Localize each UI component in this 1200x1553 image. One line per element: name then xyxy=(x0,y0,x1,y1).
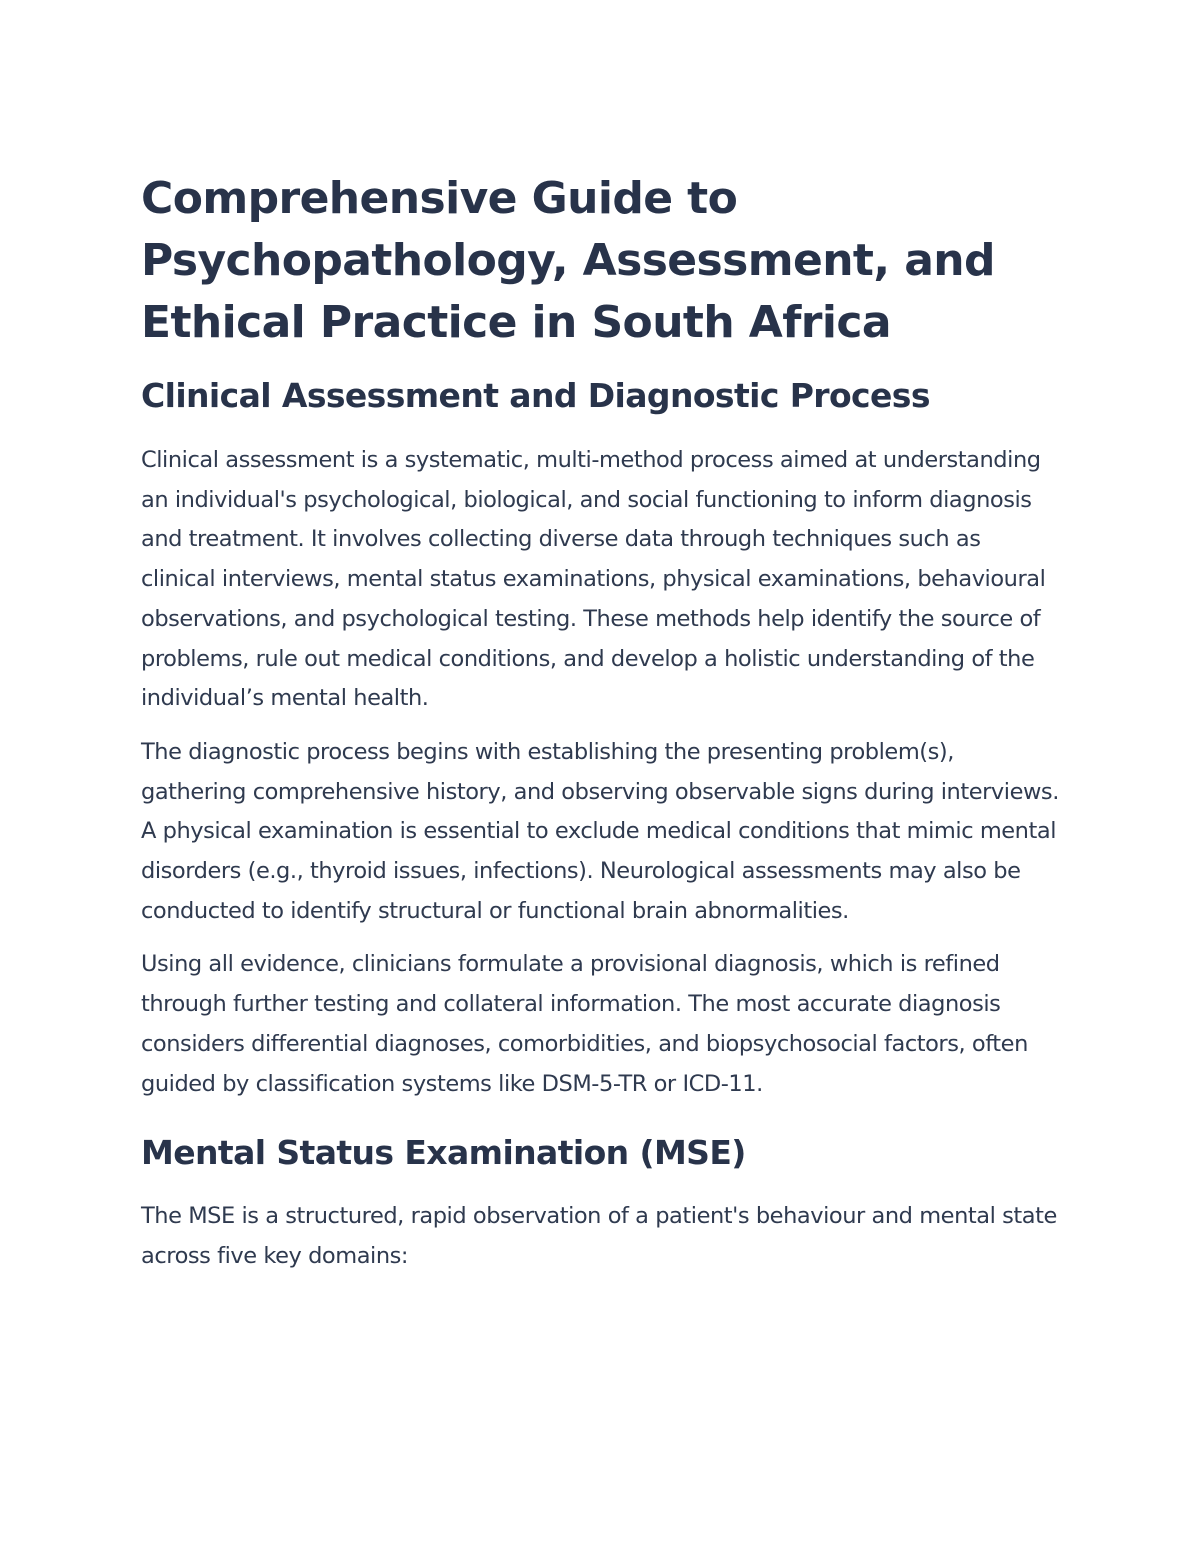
section-heading: Clinical Assessment and Diagnostic Process xyxy=(141,376,930,415)
section-clinical-assessment xyxy=(141,374,1061,1104)
document-page xyxy=(141,168,1061,1291)
paragraph: The diagnostic process begins with establishing the presenting problem(s), gathering comprehensive history, and observing observable signs during interviews. A physical examination is essential to exclude medical conditions that mimic mental disorders (e.g., thyroid issues, infections). Neurological assessments may also be conducted to identify structural or functional brain abnormalities. xyxy=(141,738,1059,924)
section-heading: Mental Status Examination (MSE) xyxy=(141,1133,746,1173)
paragraph: Clinical assessment is a systematic, multi-method process aimed at understanding an individual's psychological, biological, and social functioning to inform diagnosis and treatment. It involves collecting diverse data through techniques such as clinical interviews, mental status examinations, physical examinations, behavioural observations, and psychological testing. These methods help identify the source of problems, rule out medical conditions, and develop a holistic understanding of the individual’s mental health. xyxy=(141,447,1046,712)
paragraph: The MSE is a structured, rapid observation of a patient's behaviour and mental state across five key domains: xyxy=(141,1203,1057,1269)
document-title: Comprehensive Guide to Psychopathology, Assessment, and Ethical Practice in South Africa xyxy=(141,173,995,348)
section-mental-status-examination xyxy=(141,1131,1061,1276)
paragraph: Using all evidence, clinicians formulate a provisional diagnosis, which is refined through further testing and collateral information. The most accurate diagnosis considers differential diagnoses, comorbidities, and biopsychosocial factors, often guided by classification systems like DSM-5-TR or ICD-11. xyxy=(141,951,1028,1097)
